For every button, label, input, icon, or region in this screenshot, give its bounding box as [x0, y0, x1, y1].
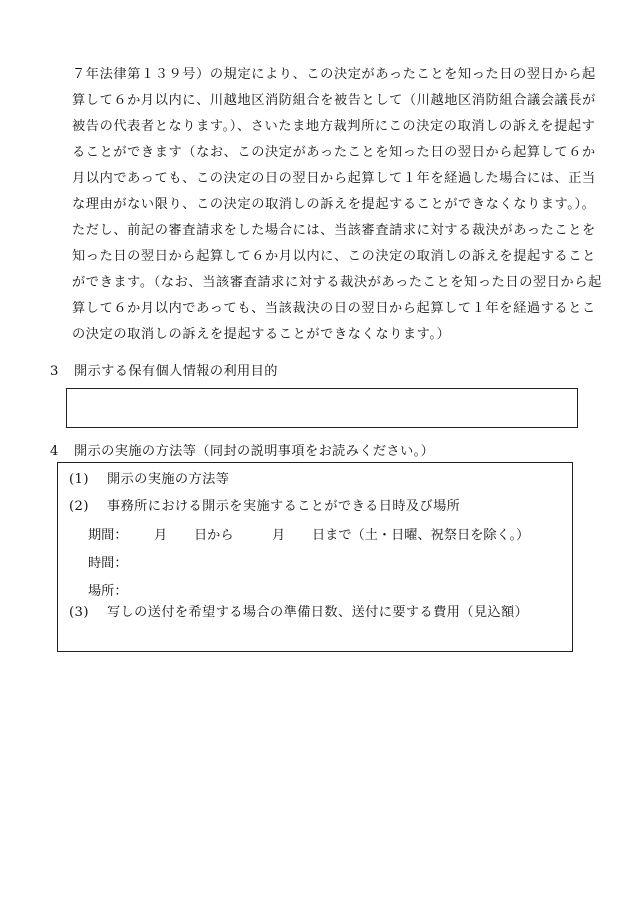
time-label: 時間：: [88, 556, 128, 571]
section-3-number: 3: [50, 364, 59, 379]
item-3-index: (3): [69, 605, 89, 620]
period-label: 期間：: [88, 528, 128, 543]
item-1: [69, 470, 229, 490]
paragraph-line: 被告の代表者となります。）、さいたま地方裁判所にこの決定の取消しの訴えを提起す: [72, 119, 596, 134]
period-day-until: 日まで（土・日曜、祝祭日を除く。）: [312, 528, 530, 543]
appeal-notice-paragraph: [72, 62, 602, 348]
section-4-heading: [50, 442, 434, 462]
paragraph-line: 知った日の翌日から起算して６か月以内に、この決定の取消しの訴えを提起すること: [72, 249, 596, 264]
item-2: [69, 497, 460, 517]
paragraph-line: ７年法律第１３９号）の規定により、この決定があったことを知った日の翌日から起: [72, 67, 596, 82]
period-day-from: 日から: [194, 528, 234, 543]
paragraph-line: ができます。（なお、当該審査請求に対する裁決があったことを知った日の翌日から起: [72, 275, 602, 290]
item-2-label: 事務所における開示を実施することができる日時及び場所: [107, 499, 461, 514]
item-3-label: 写しの送付を希望する場合の準備日数、送付に要する費用（見込額）: [107, 605, 529, 620]
paragraph-line: の決定の取消しの訴えを提起することができなくなります。）: [72, 327, 451, 342]
period-month-from: 月: [154, 528, 168, 543]
period-month-until: 月: [272, 528, 286, 543]
paragraph-line: な理由がない限り、この決定の取消しの訴えを提起することができなくなります。）。: [72, 197, 596, 212]
paragraph-line: ただし、前記の審査請求をした場合には、当該審査請求に対する裁決があったことを: [72, 223, 596, 238]
item-1-index: (1): [69, 472, 89, 487]
section-4-title: 開示の実施の方法等（同封の説明事項をお読みください。）: [74, 444, 435, 459]
paragraph-line: ることができます（なお、この決定があったことを知った日の翌日から起算して６か: [72, 145, 596, 160]
section-3-heading: [50, 362, 278, 382]
place-label: 場所：: [88, 584, 128, 599]
section-4-number: 4: [50, 444, 59, 459]
section-3-title: 開示する保有個人情報の利用目的: [74, 364, 278, 379]
paragraph-line: 算して６か月以内であっても、当該裁決の日の翌日から起算して１年を経過するとこ: [72, 301, 596, 316]
item-3: [69, 603, 528, 623]
paragraph-line: 算して６か月以内に、川越地区消防組合を被告として（川越地区消防組合議会議長が: [72, 93, 596, 108]
item-2-index: (2): [69, 499, 89, 514]
usage-purpose-box: [66, 388, 578, 428]
disclosure-method-box: [57, 462, 573, 652]
item-1-label: 開示の実施の方法等: [107, 472, 230, 487]
paragraph-line: 月以内であっても、この決定の日の翌日から起算して１年を経過した場合には、正当: [72, 171, 596, 186]
